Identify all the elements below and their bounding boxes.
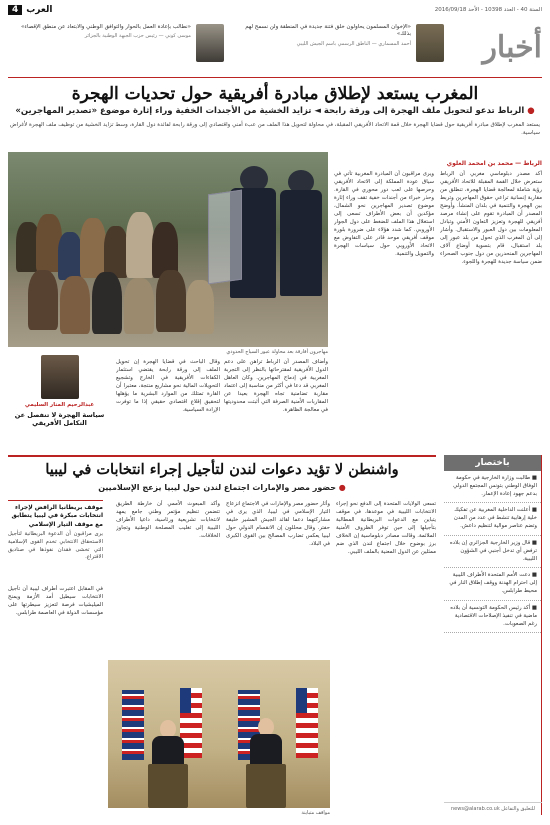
side-note-heading: موقف بريطانيا الرافض لإجراء انتخابات مبكرة في ليبيا يتطابق مع موقف التيار الإسلامي — [11, 504, 103, 528]
article-column: وقال الباحث في قضايا الهجرة إن تحويل الملف إلى ورقة رابحة يقتضي استثمار الكفاءات الأفريقية في الخارج وتشجيع التحويلات المالية نحو مشاريع منتجة، معتبرا أن القارة تمتلك من الموارد البشرية ما يؤهلها لتحقيق إقلاع اقتصادي حقيقي إذا ما توفرت الإرادة السياسية. — [116, 359, 220, 413]
article-column: ويرى مراقبون أن المبادرة المغربية تأتي في سياق عودة المملكة إلى الاتحاد الأفريقي وحرصها على لعب دور محوري في القارة. وحذر خبراء من أجندات خفية تقف وراء إثارة موضوع تصدير المهاجرين نحو الشمال، مؤكدين أن بعض الأطراف تسعى إلى استغلال هذا الملف للضغط على دول الجوار الأوروبي. كما شدد هؤلاء على ضرورة بلورة موقف أفريقي موحد قادر على التفاوض مع الاتحاد الأوروبي حول سياسات الهجرة والتمويل والتنمية. — [334, 171, 434, 257]
expert-name: عبدالرحيم المنار السليمي — [24, 402, 95, 408]
article-subheadline — [8, 106, 542, 116]
brief-item: ■ طالبت وزارة الخارجية في حكومة الوفاق الوطني بتونس المجتمع الدولي بدعم جهود إعادة الإعمار. — [444, 471, 541, 503]
side-note — [8, 500, 103, 580]
photo-caption: مهاجرون أفارقة بعد محاولة عبور السياج الحدودي — [226, 349, 328, 355]
article-column: وأضاف المصدر أن الرباط تراهن على دعم الدول الأفريقية لمقترحاتها بالنظر إلى التجربة المغربية في إدماج المهاجرين. وكان العاهل المغربي قد دعا في أكثر من مناسبة إلى اعتماد مقاربة تضامنية تجاه الهجرة بعيدا عن المقاربات الأمنية الصرفة التي أثبتت محدوديتها في معالجة الظاهرة. — [224, 359, 328, 413]
brief-item: ■ أكد رئيس الحكومة التونسية أن بلاده ماضية في تنفيذ الإصلاحات الاقتصادية رغم الصعوبات. — [444, 601, 541, 633]
quote-text: «الإخوان المسلمون يحاولون خلق فتنة جديدة في المنطقة ولن نسمح لهم بذلك» — [245, 24, 411, 38]
dateline: السنة 40 - العدد 10398 - الأحد 2016/09/18 — [434, 7, 542, 13]
riot-shield — [208, 190, 242, 285]
brief-item: ■ قال وزير الخارجية الجزائري إن بلاده ترفض أي تدخل أجنبي في الشؤون الليبية. — [444, 536, 541, 568]
brand-block — [8, 5, 52, 15]
migrants-photo — [8, 152, 328, 347]
uk-flag-icon — [122, 690, 144, 760]
us-flag-icon — [296, 688, 318, 758]
brand-name: العرب — [26, 5, 53, 15]
podium — [246, 764, 286, 808]
sidebar-footer: للتعليق والتفاعل news@alarab.co.uk — [444, 802, 542, 815]
article-column: في المقابل اعتبرت أطراف ليبية أن تأجيل الانتخابات سيطيل أمد الأزمة ويمنح الميليشيات فرصة لتعزيز سيطرتها على مؤسسات الدولة في العاصمة طرابلس. — [8, 586, 103, 616]
page-number: 4 — [8, 5, 22, 15]
subheadline-text: حضور مصر والإمارات اجتماع لندن حول ليبيا يزعج الإسلاميين — [98, 483, 336, 492]
top-bar — [8, 4, 542, 16]
press-conference-photo — [108, 660, 330, 808]
brief-item: ■ دعت الأمم المتحدة الأطراف الليبية إلى احترام الهدنة ووقف إطلاق النار في محيط طرابلس. — [444, 568, 541, 600]
article-headline: المغرب يستعد لإطلاق مبادرة أفريقية حول تحديات الهجرة — [71, 84, 479, 104]
quote-portrait — [416, 24, 444, 62]
pull-quote — [8, 355, 111, 447]
bullet-icon: ● — [527, 106, 535, 116]
article-lead: يستعد المغرب لإطلاق مبادرة أفريقية حول قضايا الهجرة خلال قمة الاتحاد الأفريقي المقبلة، في محاولة لتحويل هذا الملف من عبء أمني واقتصادي إلى ورقة رابحة لفائدة دول القارة، وسط تزايد الخشية من توظيف ملف الهجرة لأغراض سياسية. — [10, 122, 540, 136]
quote-author: موسى كوني — رئيس حزب الجبهة الوطنية بالجزائر — [84, 33, 191, 40]
expert-portrait — [41, 355, 79, 399]
byline: الرباط — محمد بن امحمد العلوي — [446, 160, 542, 167]
section-divider — [8, 455, 436, 457]
quote-box-1 — [228, 18, 448, 68]
quote-box-2 — [8, 18, 228, 68]
podium — [148, 764, 188, 808]
side-note-text: يرى مراقبون أن الدعوة البريطانية لتأجيل الاستحقاق الانتخابي تخدم القوى الإسلامية التي تخشى فقدان نفوذها في صناديق الاقتراع. — [8, 531, 103, 561]
photo-caption: مواقف متباينة — [301, 810, 330, 816]
quote-text: «نطالب بإعادة العمل بالحوار والتوافق الوطني والابتعاد عن منطق الإقصاء» — [21, 24, 191, 30]
article-subheadline — [8, 483, 436, 492]
bullet-icon: ● — [338, 483, 346, 492]
article-column: وأكد المبعوث الأممي أن خارطة الطريق تتضمن تنظيم مؤتمر وطني جامع يمهد لانتخابات تشريعية ورئاسية، داعيا الأطراف الليبية إلى تغليب المصلحة الوطنية وتجاوز الخلافات. — [116, 501, 220, 539]
section-title: أخبار — [482, 30, 542, 65]
article-headline: واشنطن لا تؤيد دعوات لندن لتأجيل إجراء انتخابات في ليبيا — [45, 461, 399, 478]
section-header — [8, 18, 542, 78]
article-column: أكد مصدر دبلوماسي مغربي أن الرباط ستعرض خلال القمة المقبلة للاتحاد الأفريقي رؤية شاملة لمعالجة قضايا الهجرة، تنطلق من مقاربة إنسانية تراعي حقوق المهاجرين وتربط بين الهجرة والتنمية في بلدان المنشأ. وأوضح المصدر أن المبادرة تقوم على إنشاء مرصد أفريقي للهجرة وتعزيز التعاون الأمني وتبادل المعلومات بين دول العبور والاستقبال. وأشار إلى أن المغرب الذي تحول من بلد عبور إلى بلد استقبال، قام بتسوية أوضاع آلاف المهاجرين المنحدرين من دول جنوب الصحراء ضمن سياسة جديدة للهجرة واللجوء. — [440, 171, 542, 265]
pull-quote-text: سياسة الهجرة لا تنفصل عن التكامل الأفريقي — [14, 411, 105, 428]
article-column: وأثار حضور مصر والإمارات في الاجتماع انزعاج التيار الإسلامي في ليبيا، الذي يرى في مشاركتهما دعما لقائد الجيش المشير خليفة حفتر. وقال محللون إن الانقسام الدولي حول ليبيا يعكس تضارب المصالح بين القوى الكبرى في البلاد. — [226, 501, 330, 547]
article-column: تسعى الولايات المتحدة إلى الدفع نحو إجراء الانتخابات الليبية في موعدها، في موقف يتباين مع الدعوات البريطانية المطالبة بتأجيلها إلى حين توفر الظروف الأمنية الملائمة. وقالت مصادر دبلوماسية إن الخلاف برز بوضوح خلال اجتماع لندن الذي ضم ممثلين عن الدول المعنية بالملف الليبي. — [336, 501, 436, 555]
subheadline-text: الرباط تدعو لتحويل ملف الهجرة إلى ورقة رابحة ◄ تزايد الخشية من الأجندات الخفية وراء إثارة موضوع «تصدير المهاجرين» — [15, 106, 525, 116]
quote-author: أحمد المسماري — الناطق الرسمي باسم الجيش الليبي — [296, 40, 411, 47]
sidebar-title: باختصار — [444, 455, 541, 471]
brief-sidebar — [444, 455, 542, 815]
quote-portrait — [196, 24, 224, 62]
brief-item: ■ أعلنت الداخلية المغربية عن تفكيك خلية إرهابية تنشط في عدد من المدن وتضم عناصر موالية لتنظيم داعش. — [444, 503, 541, 535]
